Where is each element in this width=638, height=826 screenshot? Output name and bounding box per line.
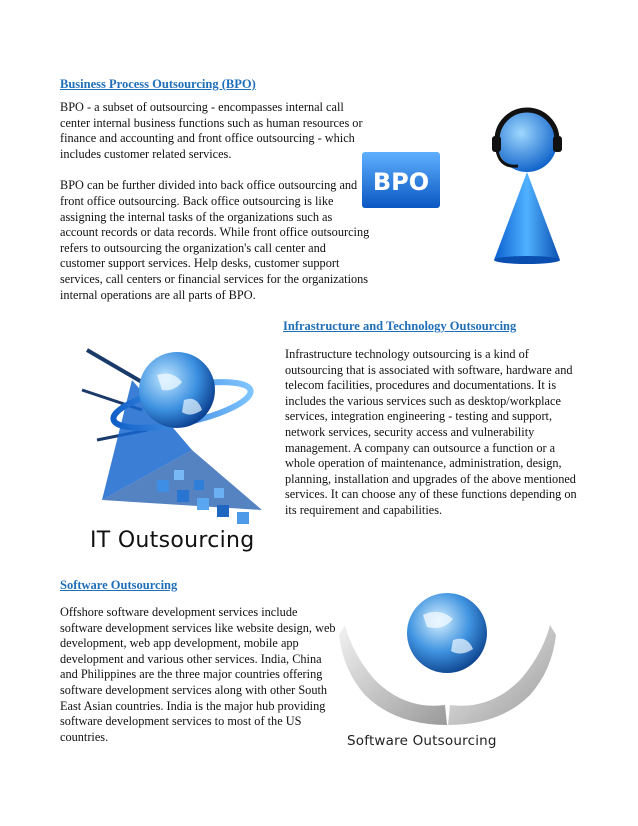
- infra-body: [285, 347, 587, 519]
- infra-paragraph: Infrastructure technology outsourcing is a kind of outsourcing that is associated with software, hardware and telecom facilities, procedures and documentations. It is includes the various services such as desktop/workplace services, integration engineering - testing and support, network services, security access and vulnerability management. A company can outsource a function or a whole operation of maintenance, administration, design, planning, installation and upgrades of the above mentioned services. It can choose any of these functions depending on its requirement and capabilities.: [285, 347, 577, 517]
- bpo-body: [60, 100, 370, 303]
- bpo-agent-icon: [360, 100, 580, 265]
- bpo-image-label: BPO: [372, 168, 430, 196]
- bpo-paragraph-1: BPO - a subset of outsourcing - encompasses internal call center internal business functions such as human resources or finance and accounting and front office outsourcing - which includes customer related services.: [60, 100, 363, 161]
- software-heading: Software Outsourcing: [60, 578, 178, 592]
- globe-icon: [62, 330, 277, 530]
- software-outsourcing-illustration: [335, 585, 560, 755]
- bpo-heading: Business Process Outsourcing (BPO): [60, 77, 256, 91]
- software-body: [60, 605, 340, 745]
- it-outsourcing-caption: IT Outsourcing: [90, 528, 255, 553]
- bpo-illustration: [360, 100, 580, 265]
- software-outsourcing-caption: Software Outsourcing: [347, 733, 497, 749]
- bpo-paragraph-2: BPO can be further divided into back office outsourcing and front office outsourcing. Back office outsourcing is like assigning the internal tasks of the organizations such as account records or data records. While front office outsourcing refers to outsourcing the organization's call center and customer support services. Help desks, customer support services, call centers or financial services for the organizations internal operations are all parts of BPO.: [60, 178, 370, 302]
- infra-heading: Infrastructure and Technology Outsourcing: [283, 319, 517, 333]
- it-outsourcing-illustration: [62, 330, 277, 560]
- software-paragraph: Offshore software development services include software development services like website design, web development, web app development, mobile app development and various other services. India, China and Philippines are the three major countries offering software development services along with other South East Asian countries. India is the major hub providing software development services to most of the US countries.: [60, 605, 336, 744]
- hands-globe-icon: [335, 585, 560, 735]
